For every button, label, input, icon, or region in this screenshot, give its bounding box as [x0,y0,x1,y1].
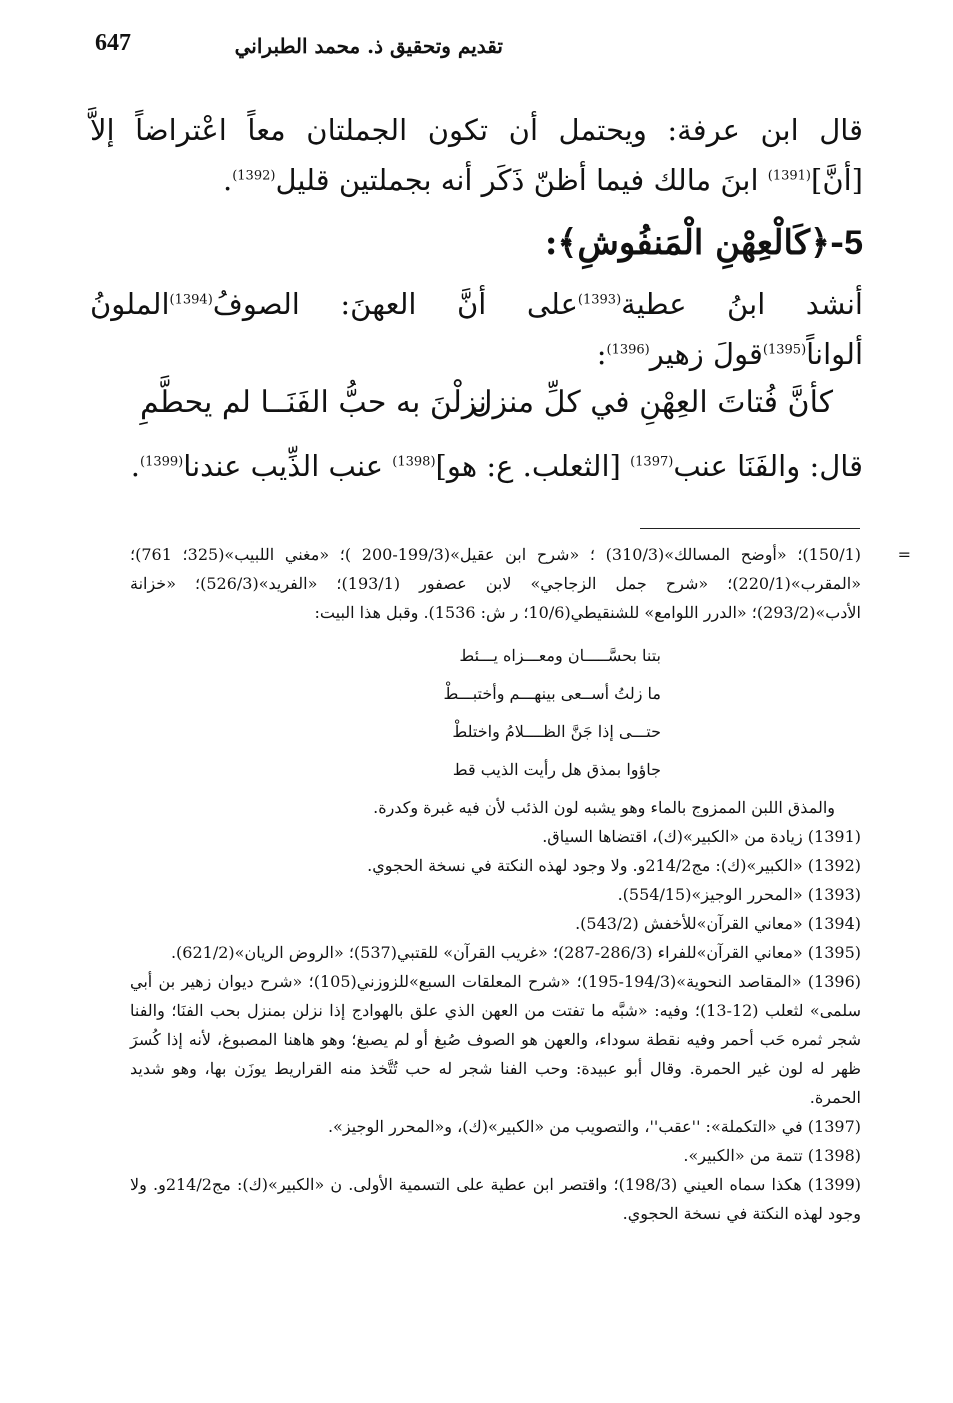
paragraph-ibn-atiyya [90,279,863,379]
poem-explanation: والمذق اللبن الممزوج بالماء وهو يشبه لون الذئب لأن فيه غبرة وكدرة. [373,798,835,817]
text-run: عنب الذِّيب عندنا [183,449,393,483]
continuation-mark: = [897,545,911,564]
footnote-ref-1399[interactable]: (1399) [140,454,184,470]
footnote-ref-1398[interactable]: (1398) [392,454,436,470]
section-number: 5 [844,224,863,262]
text-run: [الثعلب. ع: هو] [435,449,631,483]
paragraph-ibn-arafa [90,105,863,205]
footnote-1394: (1394) «معاني القرآن»للأخفش (543/2). [575,914,861,933]
poem-line: جاؤوا بمذق هل رأيت الذيب قط [452,760,661,779]
footnote-text: (150/1)؛ «أوضح المسالك»(310/3) ؛ «شرح ابن عقيل»(199/3-200 )؛ «مغني اللبيب»(325؛ 761)؛ «المقرب»(220/1)؛ «شرح جمل الزجاجي» لابن عصفور (193/1)؛ «الفريد»(526/3)؛ «خزانة الأدب»(293/2)؛ «الدرر اللوامع» للشنقيطي(10/6؛ ر ش: 1536). وقبل هذا البيت: [130,545,862,622]
footnote-ref-1393[interactable]: (1393) [577,292,622,308]
text-run: قال ابن عرفة: ويحتمل أن تكون الجملتان معاً اعْتراضاً إلاَّ [أنَّ] [90,113,863,197]
footnote-1391: (1391) زيادة من «الكبير»(ك)، اقتضاها السياق. [542,827,861,846]
footnote-1398: (1398) تتمة من «الكبير». [683,1146,861,1165]
poem-line: حتـــى إذا جَنَّ الظــــلامُ واختلطْ [452,722,661,741]
poem-line: بتنا بحسَّـــــان ومعـــزاه يـــئط [459,646,661,665]
footnote-ref-1391[interactable]: (1391) [767,168,812,184]
running-title: تقديم وتحقيق ذ. محمد الطبراني [234,34,503,58]
footnote-1397: (1397) في «التكملة»: ''عقب''، والتصويب من «الكبير»(ك)، و«المحرر الوجيز». [327,1117,861,1136]
footnote-1399: (1399) هكذا سماه العيني (198/3)؛ واقتصر ابن عطية على التسمية الأولى. ن «الكبير»(ك): مج214/2و. ولا وجود لهذه النكتة في نسخة الحجوي. [130,1175,862,1223]
text-run: : [596,337,607,371]
verse-second-hemistich: نزلْنَ به حبُّ الفَنَــا لم يحطَّمِ [140,385,487,420]
footnote-continuation [130,540,911,627]
footnote-poem [130,637,861,789]
footnote-ref-1394[interactable]: (1394) [169,292,213,308]
page-header [95,30,858,64]
text-run: ابنَ مالك فيما أظنّ ذَكَر أنه بجملتين قليل [275,163,768,197]
footnote-ref-1395[interactable]: (1395) [762,342,807,358]
footnote-ref-1396[interactable]: (1396) [606,342,650,358]
footnote-1393: (1393) «المحرر الوجيز»(554/15). [617,885,861,904]
text-run: أنشد ابنُ عطية [621,287,863,321]
page-number: 647 [95,30,131,56]
footnotes [130,540,911,1228]
text-run: . [130,449,141,483]
text-run: الملونُ ألواناً [90,287,863,371]
text-run: قال: والفَنَا عنب [673,449,863,483]
verse-first-hemistich: كأنَّ فُتاتَ العِهْنِ في كلِّ منزل [470,385,833,420]
text-run: على أنَّ العهنَ: الصوفُ [212,287,578,321]
text-run: . [222,163,233,197]
quranic-phrase: -﴿كَالْعِهْنِ الْمَنفُوشِ﴾: [544,223,845,263]
paragraph-fana [90,441,863,491]
footnote-ref-1392[interactable]: (1392) [232,168,276,184]
main-text [90,105,863,491]
footnote-separator [640,528,860,529]
section-heading [90,211,863,275]
footnote-ref-1397[interactable]: (1397) [630,454,674,470]
footnote-1395: (1395) «معاني القرآن»للفراء (286/3-287)؛ «غريب القرآن» للقتبي(537)؛ «الروض الريان»(621/2). [170,943,861,962]
footnote-1396: (1396) «المقاصد النحوية»(194/3-195)؛ «شرح المعلقات السبع»للزوزني(105)؛ «شرح ديوان زهير بن أبي سلمى» لثعلب (12-13)؛ وفيه: «شبَّه ما تفتت من العهن الذي علق بالهوادج إذا نزلن بمنزل بحب الفنَا؛ والفنا شجر ثمره حَب أحمر وفيه نقطة سوداء، والعهن هو الصوف صُبغ أو لم يصبغ؛ وهو هاهنا المصبوغ، لأنه إذا كُسرَ ظهر له لون غير الحمرة. وقال أبو عبيدة: وحب الفنا شجر له حب تُتَّخذ منه القراريط يوزَن بها، وهو شديد الحمرة. [130,972,862,1107]
footnote-1392: (1392) «الكبير»(ك): مج214/2و. ولا وجود لهذه النكتة في نسخة الحجوي. [367,856,861,875]
poetry-verse [90,381,863,439]
text-run: قولَ زهير [649,337,763,371]
poem-line: ما زلتُ أســعى بينهـــم وأختبـــطْ [443,684,661,703]
